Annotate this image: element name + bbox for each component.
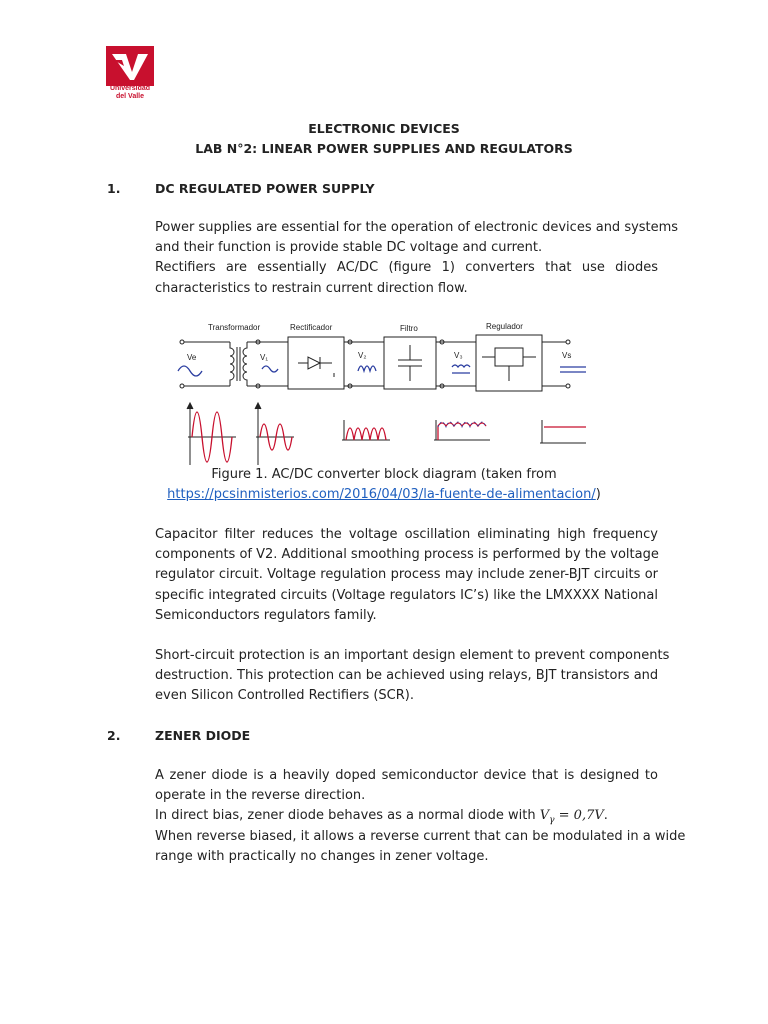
- text-line: destruction. This protection can be achieved using relays, BJT transistors and: [155, 668, 659, 684]
- text-line: [155, 806, 658, 826]
- bias-suffix: .: [603, 808, 608, 824]
- text-line: Rectifiers are essentially AC/DC (figure 1) converters that use diodes: [155, 260, 658, 276]
- label-vs: Vs: [562, 351, 572, 360]
- label-transformer: Transformador: [208, 323, 261, 332]
- caption-line1: Figure 1. AC/DC converter block diagram (taken from: [211, 467, 557, 482]
- text-line: A zener diode is a heavily doped semiconductor device that is designed to: [155, 768, 658, 783]
- label-v3: V₃: [454, 351, 463, 360]
- label-v2: V₂: [358, 351, 367, 360]
- label-regulator: Regulador: [486, 322, 523, 331]
- section2-title: ZENER DIODE: [155, 728, 251, 743]
- section2-paragraph1: [155, 766, 686, 867]
- math-value: = 0,7V: [554, 808, 604, 824]
- math-v: V: [539, 808, 550, 824]
- text-line: characteristics to restrain current direction flow.: [155, 280, 468, 296]
- label-v1: V₁: [260, 353, 269, 362]
- text-line: Capacitor filter reduces the voltage oscillation eliminating high frequency: [155, 527, 658, 542]
- text-line: components of V2. Additional smoothing process is performed by the voltage: [155, 547, 659, 563]
- logo-text: [104, 85, 156, 101]
- section1-title: DC REGULATED POWER SUPPLY: [155, 181, 375, 196]
- math-vgamma: [539, 808, 604, 826]
- math-sub: γ: [549, 815, 555, 826]
- section1-paragraph3: [155, 646, 670, 707]
- text-line: Semiconductors regulators family.: [155, 607, 377, 623]
- text-line: operate in the reverse direction.: [155, 788, 366, 804]
- text-line: Power supplies are essential for the operation of electronic devices and systems: [155, 220, 679, 235]
- text-line: and their function is provide stable DC voltage and current.: [155, 240, 543, 256]
- logo-line2: del Valle: [115, 93, 145, 100]
- text-line: When reverse biased, it allows a reverse current that can be modulated in a wide: [155, 828, 686, 844]
- acdc-block-diagram: [170, 315, 600, 467]
- logo-line1: Universidad: [109, 85, 151, 92]
- lab-title: LAB N°2: LINEAR POWER SUPPLIES AND REGULATORS: [195, 141, 573, 156]
- figure1-caption: [0, 465, 768, 505]
- text-line: Short-circuit protection is an important design element to prevent components: [155, 648, 670, 663]
- section1-number: 1.: [107, 181, 121, 196]
- text-line: range with practically no changes in zener voltage.: [155, 848, 489, 864]
- section1-paragraph1: [155, 218, 679, 299]
- caption-link[interactable]: https://pcsinmisterios.com/2016/04/03/la-fuente-de-alimentacion/: [167, 487, 596, 502]
- label-ve: Ve: [187, 353, 197, 362]
- text-line: even Silicon Controlled Rectifiers (SCR).: [155, 688, 414, 704]
- section1-paragraph2: [155, 525, 658, 626]
- caption-line2: [0, 485, 768, 505]
- text-line: specific integrated circuits (Voltage regulators IC’s) like the LMXXXX National: [155, 587, 658, 603]
- caption-end: ): [595, 487, 601, 502]
- bias-text: In direct bias, zener diode behaves as a normal diode with: [155, 808, 540, 824]
- text-line: regulator circuit. Voltage regulation process may include zener-BJT circuits or: [155, 567, 658, 583]
- label-filter: Filtro: [400, 324, 418, 333]
- course-title: ELECTRONIC DEVICES: [308, 121, 460, 136]
- section2-number: 2.: [107, 728, 121, 743]
- label-rectifier: Rectificador: [290, 323, 333, 332]
